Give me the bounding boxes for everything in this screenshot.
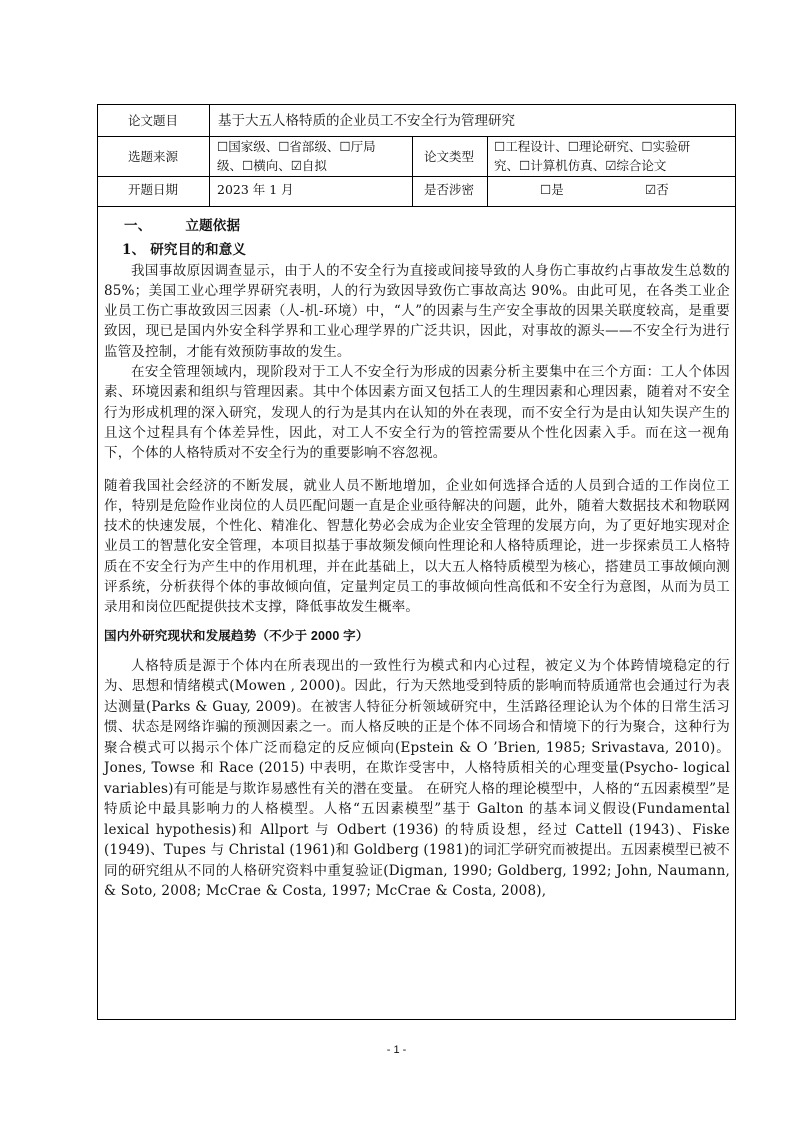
col-divider <box>209 105 210 206</box>
subsection-heading-purpose: 1、 研究目的和意义 <box>122 242 247 259</box>
paragraph-2: 在安全管理领域内，现阶段对于工人不安全行为形成的因素分析主要集中在三个方面：工人个体因素、环境因素和组织与管理因素。其中个体因素方面又包括工人的生理因素和心理因素，随着对不安全行为形成机理的深入研究，发现人的行为是其内在认知的外在表现，而不安全行为是由认知失误产生的且这个过程具有个体差异性，因此，对工人不安全行为的管控需要从个性化因素入手。而在这一视角下，个体的人格特质对不安全行为的重要影响不容忽视。 <box>104 364 730 462</box>
row-divider <box>98 176 735 177</box>
title-label: 论文题目 <box>127 113 178 128</box>
secret-label: 是否涉密 <box>423 182 474 197</box>
paragraph-3: 随着我国社会经济的不断发展，就业人员不断地增加，企业如何选择合适的人员到合适的工作岗位工作，特别是危险作业岗位的人员匹配问题一直是企业亟待解决的问题，此外，随着大数据技术和物联网技术的快速发展，个性化、精准化、智慧化势必会成为企业安全管理的发展方向，为了更好地实现对企业员工的智慧化安全管理，本项目拟基于事故频发倾向性理论和人格特质理论，进一步探索员工人格特质在不安全行为产生中的作用机理，并在此基础上，以大五人格特质模型为核心，搭建员工事故倾向测评系统，分析获得个体的事故倾向值，定量判定员工的事故倾向性高低和不安全行为意图，从而为员工录用和岗位匹配提供技术支撑，降低事故发生概率。 <box>104 477 730 616</box>
date-value: 2023 年 1 月 <box>217 182 294 197</box>
source-options-line2: 级、☐横向、☑自拟 <box>217 158 327 173</box>
row-divider <box>98 206 735 207</box>
type-options-line1: ☐工程设计、☐理论研究、☐实验研 <box>494 139 691 154</box>
title-value: 基于大五人格特质的企业员工不安全行为管理研究 <box>218 113 515 129</box>
type-options-line2: 究、☐计算机仿真、☑综合论文 <box>494 158 667 173</box>
paragraph-4: 人格特质是源于个体内在所表现出的一致性行为模式和内心过程，被定义为个体跨情境稳定的行为、思想和情绪模式(Mowen , 2000)。因此，行为天然地受到特质的影响而特质通常也会通过行为表达测量(Parks & Guay, 2009)。在被害人特征分析领域研究中，生活路径理论认为个体的日常生活习惯、状态是网络诈骗的预测因素之一。而人格反映的正是个体不同场合和情境下的行为聚合，这种行为聚合模式可以揭示个体广泛而稳定的反应倾向(Epstein & O ’Brien, 1985; Srivastava, 2010)。Jones, Towse 和 Race (2015) 中表明，在欺诈受害中，人格特质相关的心理变量(Psycho- logical variables)有可能是与欺诈易感性有关的潜在变量。 在研究人格的理论模型中，人格的“五因素模型”是特质论中最具影响力的人格模型。人格“五因素模型”基于 Galton 的基本词义假设(Fundamental lexical hypothesis)和 Allport 与 Odbert (1936) 的特质设想，经过 Cattell (1943)、Fiske (1949)、Tupes 与 Christal (1961)和 Goldberg (1981)的词汇学研究而被提出。五因素模型已被不同的研究组从不同的人格研究资料中重复验证(Digman, 1990; Goldberg, 1992; John, Naumann, & Soto, 2008; McCrae & Costa, 1997; McCrae & Costa, 2008), <box>104 657 730 900</box>
page-number: - 1 - <box>386 1044 407 1056</box>
section-heading-number: 一、 <box>124 218 152 234</box>
section-body <box>104 216 730 902</box>
section-heading: 立题依据 <box>185 218 241 234</box>
date-label: 开题日期 <box>127 182 178 197</box>
secret-no-option: ☑否 <box>645 182 669 197</box>
subsection-heading-status: 国内外研究现状和发展趋势（不少于 2000 字） <box>104 628 369 643</box>
secret-yes-option: ☐是 <box>540 182 564 197</box>
source-options-line1: ☐国家级、☐省部级、☐厅局 <box>217 139 376 154</box>
col-divider <box>487 136 488 206</box>
source-label: 选题来源 <box>127 149 178 164</box>
type-label: 论文类型 <box>423 149 474 164</box>
row-divider <box>98 136 735 137</box>
paragraph-1: 我国事故原因调查显示，由于人的不安全行为直接或间接导致的人身伤亡事故约占事故发生总数的 85%；美国工业心理学界研究表明，人的行为致因导致伤亡事故高达 90%。由此可见，在各类工业企业员工伤亡事故致因三因素（人-机-环境）中，“人”的因素与生产安全事故的因果关联度较高，是重要致因，现已是国内外安全科学界和工业心理学界的广泛共识，因此，对事故的源头——不安全行为进行监管及控制，才能有效预防事故的发生。 <box>104 262 730 360</box>
